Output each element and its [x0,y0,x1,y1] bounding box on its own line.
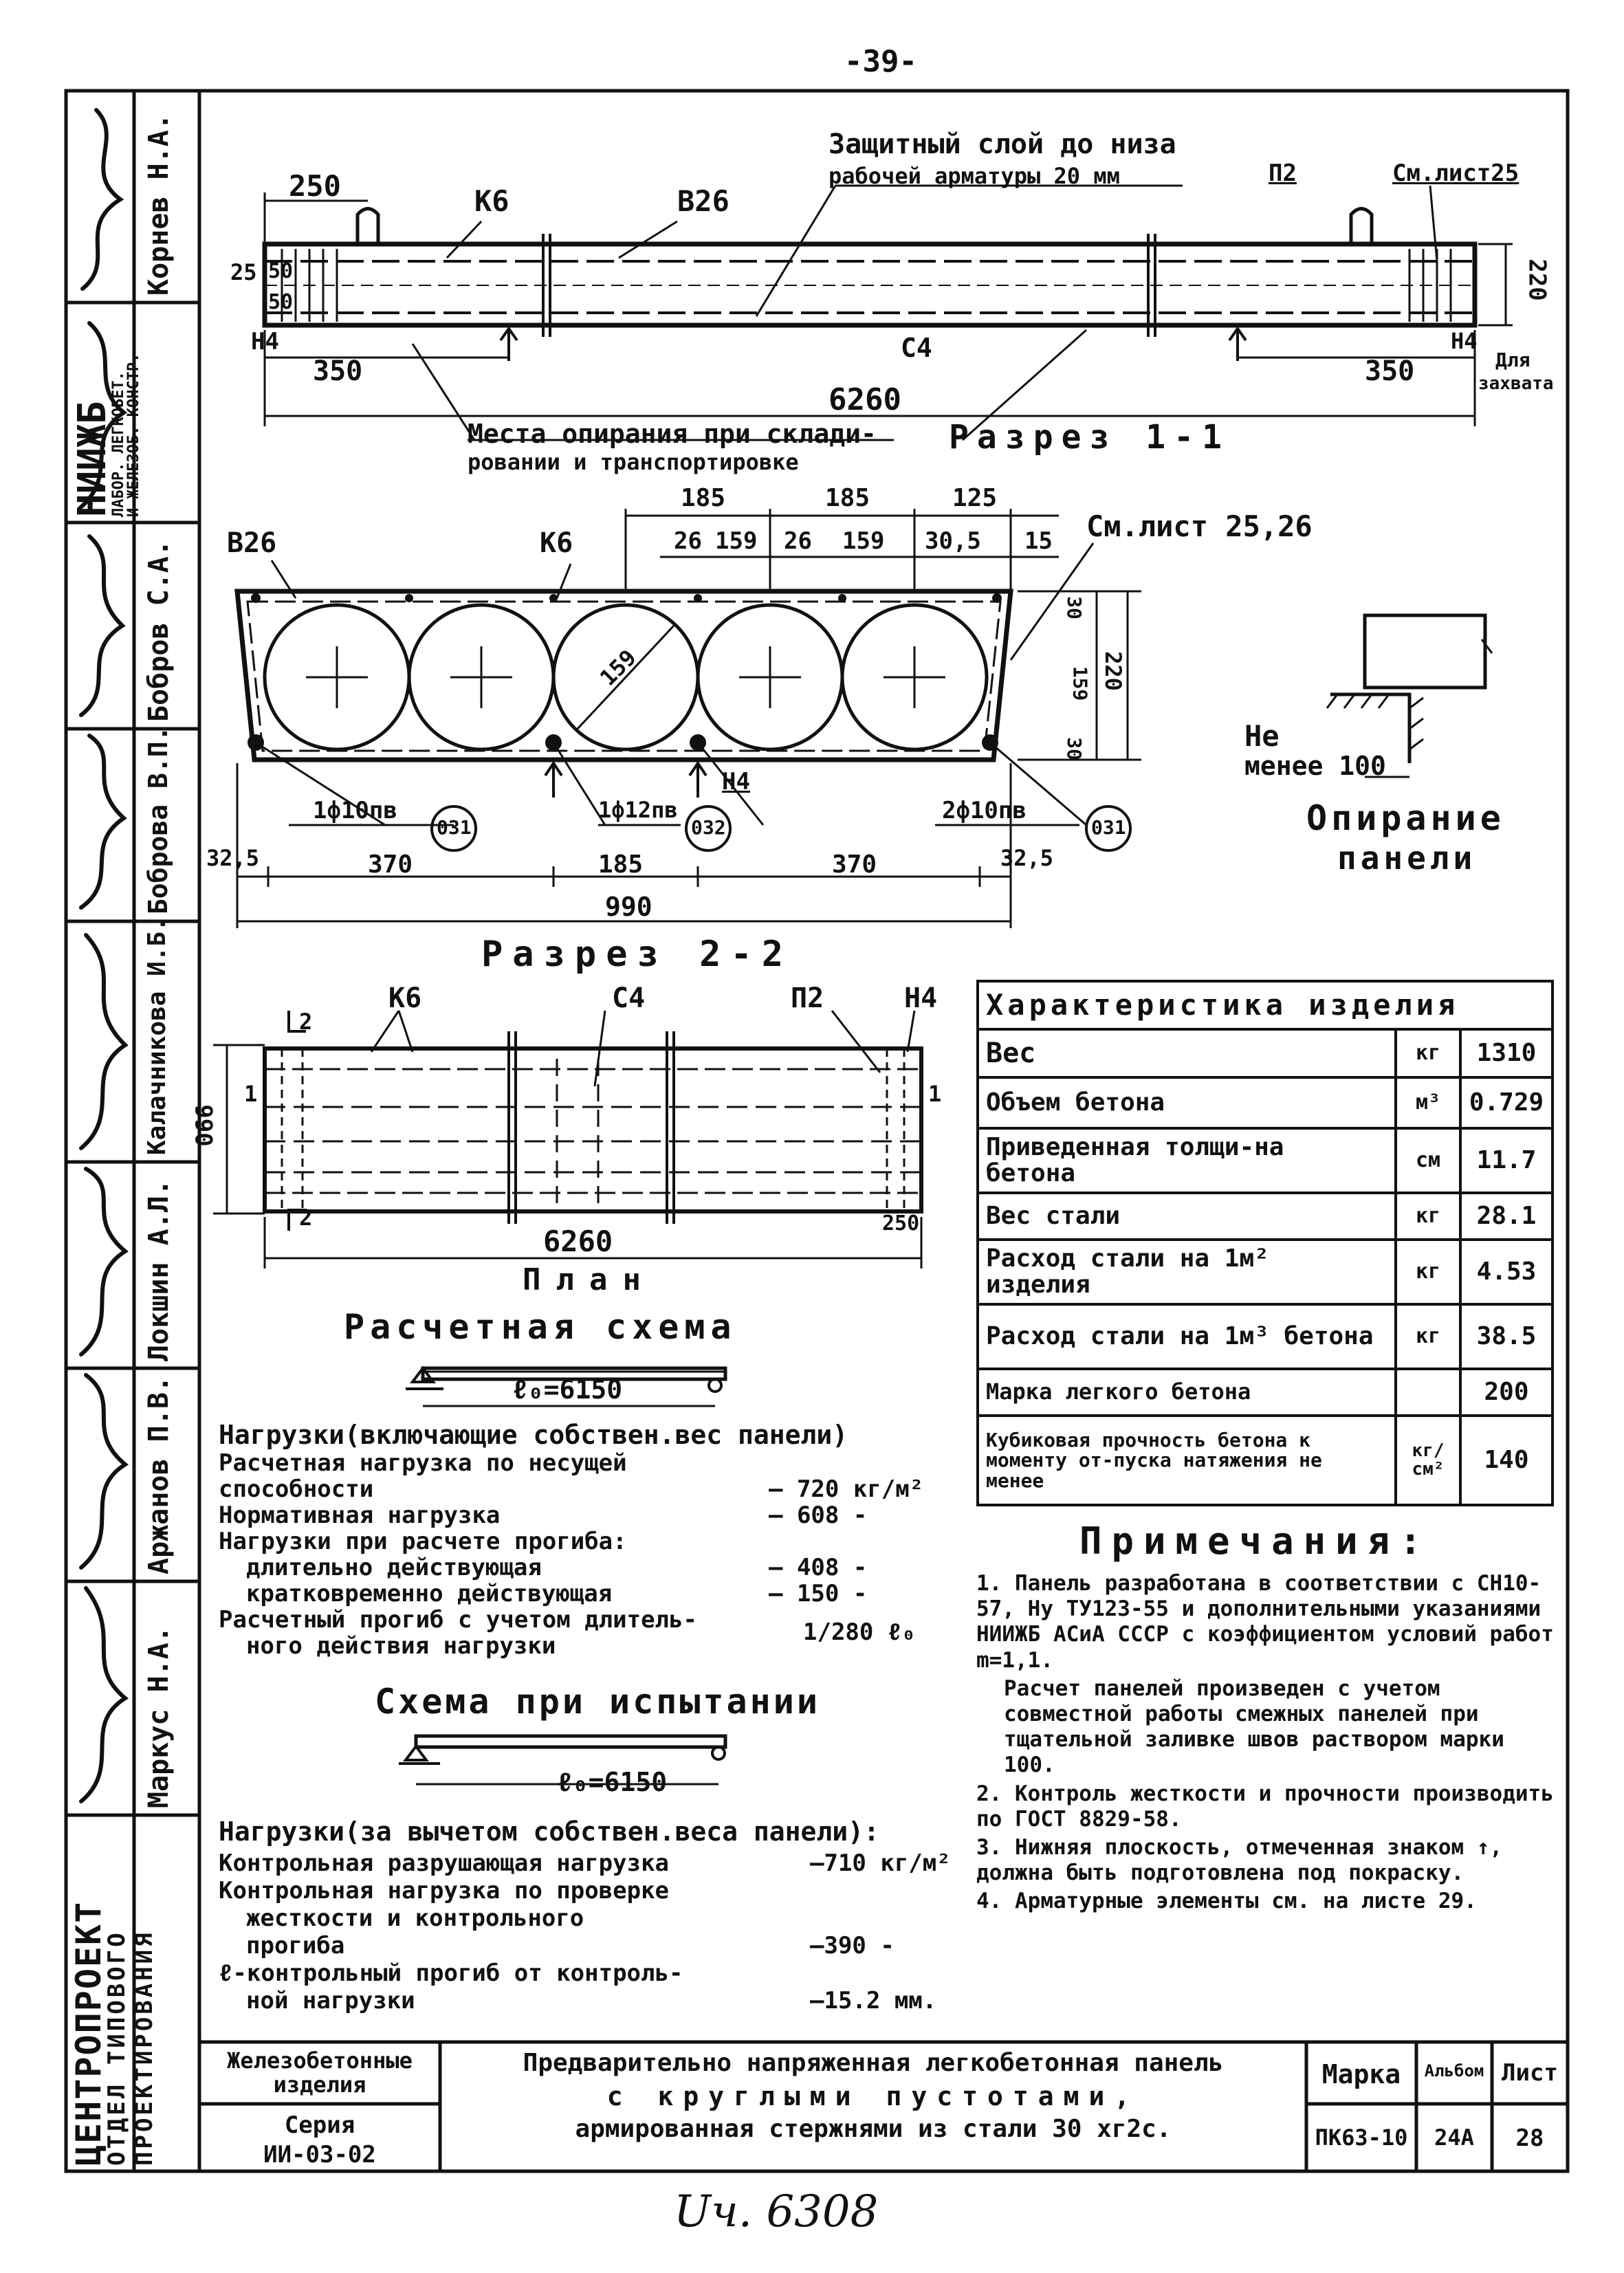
char-value-4: 28.1 [1460,1193,1552,1240]
char-value-5: 4.53 [1460,1240,1552,1304]
char-name-3: Приведенная толщи-на бетона [978,1128,1396,1193]
rebar-2f10: 2ф10пв [942,797,1027,824]
dim-right-30-bottom: 30 [1062,737,1086,760]
dim-50b: 50 [268,290,294,314]
dim-6260-plan: 6260 [543,1225,613,1258]
calc-scheme-span: ℓ₀=6150 [512,1374,623,1405]
char-name-1: Вес [978,1029,1396,1077]
test-loads-line-1: Контрольная разрушающая нагрузка —710 кг/м² [219,1849,951,1877]
char-name-6: Расход стали на 1м³ бетона [978,1304,1396,1369]
side-name-7: Маркус Н.А. [143,1626,175,1808]
note-4: 4. Арматурные элементы см. на листе 29. [976,1889,1477,1914]
album-label: Альбом [1424,2061,1484,2080]
char-unit-1: кг [1396,1029,1460,1077]
loads-line-1: Расчетная нагрузка по несущей [219,1449,627,1477]
dim-250-plan: 250 [882,1211,920,1236]
label-n4-right: Н4 [1451,328,1478,354]
char-name-5: Расход стали на 1м² изделия [978,1240,1396,1304]
side-nii-line1: ЛАБОР. ЛЕГКОБЕТ. [110,371,127,517]
dim-185-b: 185 [825,484,870,512]
label-c4-plan: С4 [612,982,646,1014]
notes-body [976,1571,1554,1914]
note-3: 3. Нижняя плоскость, отмеченная знаком ↑, должна быть подготовлена под покраску. [976,1834,1503,1886]
mark-031-a: 031 [437,816,472,839]
label-c4-elev: С4 [901,333,932,363]
side-name-4: Калачникова И.Б. [143,916,171,1155]
char-value-6: 38.5 [1460,1304,1552,1369]
section-1-1-title: Разрез 1-1 [949,418,1230,457]
characteristics-table [976,980,1554,1506]
mark-label: Марка [1321,2059,1401,2089]
label-for-lifting-2: захвата [1478,373,1554,394]
title-block-category: Железобетонные изделия [227,2047,413,2098]
section-mark-1-left: 1 [244,1081,258,1107]
support-not-less-1: Не [1244,719,1280,753]
test-scheme-span: ℓ₀=6150 [557,1767,668,1797]
dim-right-220: 220 [1099,651,1126,691]
sheet-value: 28 [1515,2124,1544,2152]
inventory-note: Uч. 6308 [674,2186,879,2237]
char-row-4 [978,1193,1552,1240]
char-name-2: Объем бетона [978,1077,1396,1128]
test-loads-line-4: прогиба —390 - [246,1932,895,1959]
rebar-1f10: 1ф10пв [313,797,397,824]
loads-line-4: Нагрузки при расчете прогиба: [219,1528,627,1555]
char-unit-3: см [1396,1128,1460,1193]
dim-right-159: 159 [1068,666,1092,701]
dim-370-left: 370 [368,850,413,879]
test-loads-line-3: жесткости и контрольного [246,1904,584,1932]
title-block-series [199,2104,440,2171]
label-n4-plan: Н4 [904,982,938,1014]
support-places-line1: Места опирания при склади- [468,419,877,449]
series-label: Серия [284,2111,355,2139]
dim-220-elev: 220 [1523,259,1551,301]
test-loads-heading: Нагрузки(за вычетом собствен.веса панели): [219,1816,879,1847]
dim-26-a: 26 [674,527,702,555]
dim-159-b: 159 [842,527,885,555]
label-p2-plan: П2 [791,982,824,1014]
section-mark-2-bottom: 2 [299,1205,313,1231]
side-name-3: Боброва В.П. [143,725,173,914]
dim-350-right: 350 [1365,355,1415,387]
side-name-6: Аржанов П.В. [143,1376,175,1574]
characteristics-title-row [978,981,1552,1029]
dim-32-5-left: 32,5 [206,845,260,871]
dim-185-a: 185 [681,484,726,512]
dim-dia-159: 159 [595,644,641,691]
label-n4-section: Н4 [722,768,750,795]
dim-26-b: 26 [784,527,812,555]
char-name-7: Марка легкого бетона [978,1369,1396,1416]
characteristics-title: Характеристика изделия [978,981,1552,1029]
test-scheme-title: Схема при испытании [375,1682,820,1722]
dim-15: 15 [1024,527,1053,555]
section-mark-1-right: 1 [928,1081,942,1107]
support-caption-1: Опирание [1306,798,1505,838]
sheet-label: Лист [1502,2059,1558,2087]
description-line-1: Предварительно напряженная легкобетонная панель [523,2049,1224,2077]
support-places-line2: ровании и транспортировке [468,449,799,475]
protective-layer-line1: Защитный слой до низа [829,129,1176,160]
char-row-6 [978,1304,1552,1369]
page-number: -39- [844,44,917,79]
dim-990-plan: 990 [189,1104,217,1147]
char-value-2: 0.729 [1460,1077,1552,1128]
label-p2-elev: П2 [1269,160,1297,187]
description-line-3: армированная стержнями из стали 30 хг2с. [575,2115,1172,2144]
loads-heading: Нагрузки(включающие собствен.вес панели) [219,1420,848,1450]
section-mark-2-top: 2 [299,1009,313,1035]
mark-value: ПК63-10 [1315,2124,1408,2151]
test-loads-line-2: Контрольная нагрузка по проверке [219,1877,670,1904]
char-name-8: Кубиковая прочность бетона к моменту от-пуска натяжения не менее [978,1416,1396,1505]
side-nii-line2: И ЖЕЛЕЗОБ. КОНСТР. [125,353,142,517]
char-row-8 [978,1416,1552,1505]
test-loads-line-6: ной нагрузки —15.2 мм. [246,1987,937,2014]
side-org-top: ЦЕНТРОПРОЕКТ [69,1900,109,2166]
support-caption-2: панели [1337,839,1477,877]
char-row-2 [978,1077,1552,1128]
char-unit-4: кг [1396,1193,1460,1240]
char-unit-7 [1396,1369,1460,1416]
protective-layer-line2: рабочей арматуры 20 мм [829,163,1120,189]
label-k6-plan: К6 [388,982,422,1014]
loads-line-7: Расчетный прогиб с учетом длитель- 1/280 ℓ₀ [219,1606,916,1646]
loads-line-5: длительно действующая — 408 - [246,1554,868,1581]
plan-title: План [523,1262,656,1297]
label-see-sheets-section: См.лист 25,26 [1086,509,1313,543]
dim-125: 125 [952,484,998,512]
test-loads-list [219,1849,989,2014]
dim-370-right: 370 [832,850,877,879]
char-value-7: 200 [1460,1369,1552,1416]
album-value: 24А [1434,2124,1474,2151]
char-unit-6: кг [1396,1304,1460,1369]
dim-990-section: 990 [605,892,652,922]
dim-185-bottom: 185 [598,850,644,879]
series-value: ИИ-03-02 [263,2140,376,2168]
mark-031-b: 031 [1091,816,1126,839]
loads-list [219,1449,975,1658]
note-1b: Расчет панелей произведен с учетом совместной работы смежных панелей при тщательной заливке швов раствором марки 100. [1004,1676,1504,1778]
note-1: 1. Панель разработана в соответствии с СН10-57, Ну ТУ123-55 и дополнительными указаниями НИИЖБ АСиА СССР с коэффициентом условий работ m=1,1. [976,1571,1554,1673]
label-b26-section: В26 [227,527,277,559]
dim-32-5-right: 32,5 [1000,845,1054,871]
char-row-1 [978,1029,1552,1077]
title-block-description [440,2047,1306,2146]
loads-line-8: ного действия нагрузки [246,1632,556,1660]
loads-line-3: Нормативная нагрузка — 608 - [219,1502,868,1529]
char-row-5 [978,1240,1552,1304]
notes-title: Примечания: [1079,1519,1431,1563]
char-name-4: Вес стали [978,1193,1396,1240]
dim-right-30-top: 30 [1062,596,1086,619]
char-row-3 [978,1128,1552,1193]
support-not-less-2: менее 100 [1244,751,1386,781]
side-name-1: Корнев Н.А. [143,113,175,296]
dim-25: 25 [230,259,257,285]
mark-032: 032 [691,816,726,839]
label-b26-elev: В26 [677,184,729,218]
char-value-3: 11.7 [1460,1128,1552,1193]
section-2-2-title: Разрез 2-2 [481,934,793,975]
dim-250: 250 [289,169,341,203]
dim-30-5: 30,5 [925,527,981,555]
dim-6260-elev: 6260 [829,382,901,417]
side-name-5: Локшин А.Л. [143,1179,175,1361]
label-k6-elev: К6 [474,184,509,218]
side-nii: НИИЖБ [70,401,115,517]
char-value-8: 140 [1460,1416,1552,1505]
dim-50a: 50 [268,259,294,283]
char-unit-2: м³ [1396,1077,1460,1128]
dim-159-a: 159 [715,527,758,555]
plan-outline [265,1048,921,1211]
dim-350-left: 350 [313,355,363,387]
side-org-line2: ПРОЕКТИРОВАНИЯ [131,1930,158,2166]
loads-line-2: способности — 720 кг/м² [219,1475,924,1503]
side-org-line1: ОТДЕЛ ТИПОВОГО [103,1930,131,2166]
rebar-1f12: 1ф12пв [598,797,678,823]
test-loads-line-5: ℓ-контрольный прогиб от контроль- [219,1959,683,1987]
label-n4-left: Н4 [251,328,279,355]
char-row-7 [978,1369,1552,1416]
char-value-1: 1310 [1460,1029,1552,1077]
calc-scheme-title: Расчетная схема [344,1307,737,1347]
label-for-lifting-1: Для [1495,349,1530,371]
description-line-2: с круглыми пустотами, [606,2080,1140,2111]
char-unit-5: кг [1396,1240,1460,1304]
label-k6-section: К6 [540,527,573,559]
char-unit-8: кг/см² [1396,1416,1460,1505]
side-name-2: Бобров С.А. [143,540,175,722]
note-2: 2. Контроль жесткости и прочности производить по ГОСТ 8829-58. [976,1781,1554,1832]
loads-line-6: кратковременно действующая — 150 - [246,1580,868,1607]
label-see-sheet-elev: См.лист25 [1392,160,1519,187]
